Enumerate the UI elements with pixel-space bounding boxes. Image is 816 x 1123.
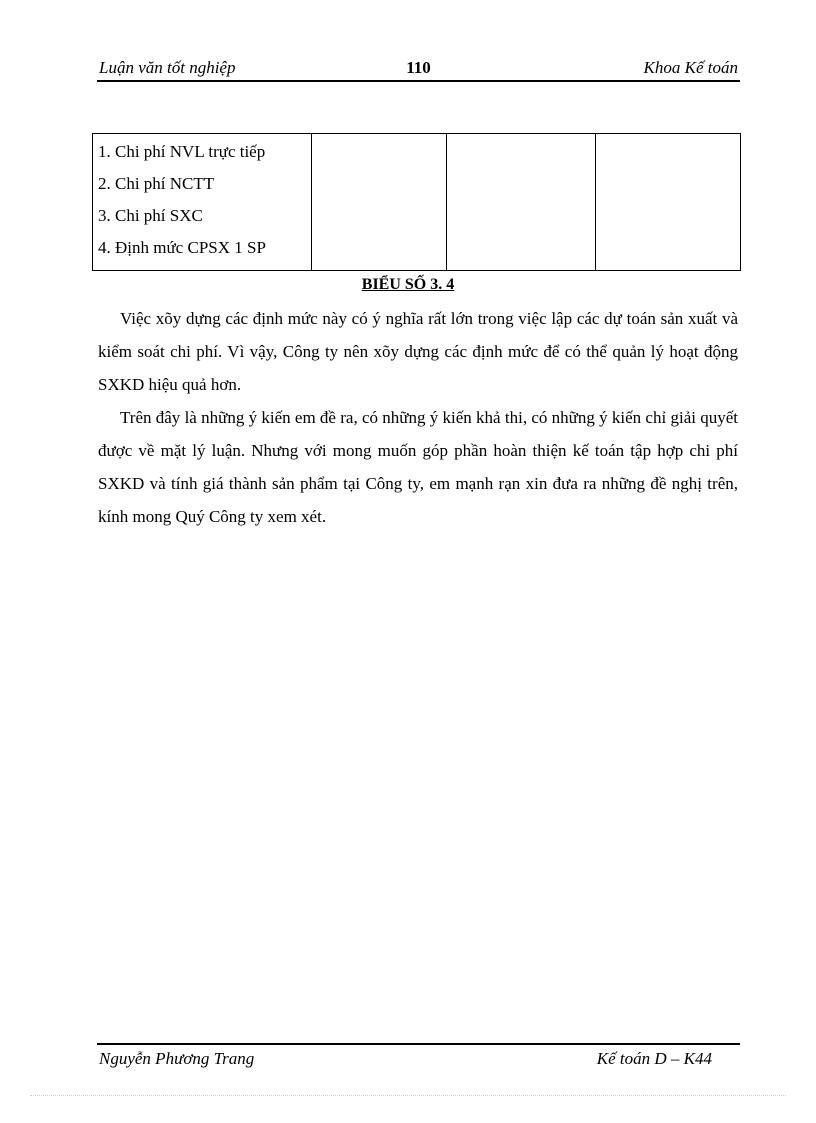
table-item: 1. Chi phí NVL trực tiếp [98, 142, 266, 161]
table-empty-cell [596, 134, 741, 271]
table-empty-cell [312, 134, 447, 271]
header-thesis-title: Luận văn tốt nghiệp [99, 58, 236, 77]
page-number: 110 [406, 58, 431, 77]
table-empty-cell [447, 134, 596, 271]
page-header [97, 58, 740, 82]
table-item: 4. Định mức CPSX 1 SP [98, 238, 266, 257]
table-caption: BIỂU SỐ 3. 4 [361, 276, 455, 293]
cost-norm-table [92, 133, 741, 271]
table-item: 3. Chi phí SXC [98, 206, 203, 225]
table-row [93, 134, 741, 271]
page-edge-divider [30, 1095, 786, 1096]
paragraph: Trên đây là những ý kiến em đề ra, có những ý kiến khả thi, có những ý kiến chỉ giải quyết được về mặt lý luận. Nhưng với mong muốn góp phần hoàn thiện kế toán tập hợp chi phí SXKD và tính giá thành sản phẩm tại Công ty, em mạnh rạn xin đưa ra những đề nghị trên, kính mong Quý Công ty xem xét. [98, 408, 738, 526]
header-faculty: Khoa Kế toán [643, 58, 738, 77]
body-text [98, 302, 738, 533]
page-footer [97, 1043, 740, 1069]
table-label-cell [93, 134, 312, 271]
paragraph: Việc xõy dựng các định mức này có ý nghĩa rất lớn trong việc lập các dự toán sản xuất và kiểm soát chi phí. Vì vậy, Công ty nên xõy dựng các định mức để có thể quản lý hoạt động SXKD hiệu quả hơn. [98, 309, 738, 394]
footer-author: Nguyễn Phương Trang [99, 1049, 255, 1068]
table-item: 2. Chi phí NCTT [98, 174, 215, 193]
footer-class: Kế toán D – K44 [596, 1049, 712, 1068]
